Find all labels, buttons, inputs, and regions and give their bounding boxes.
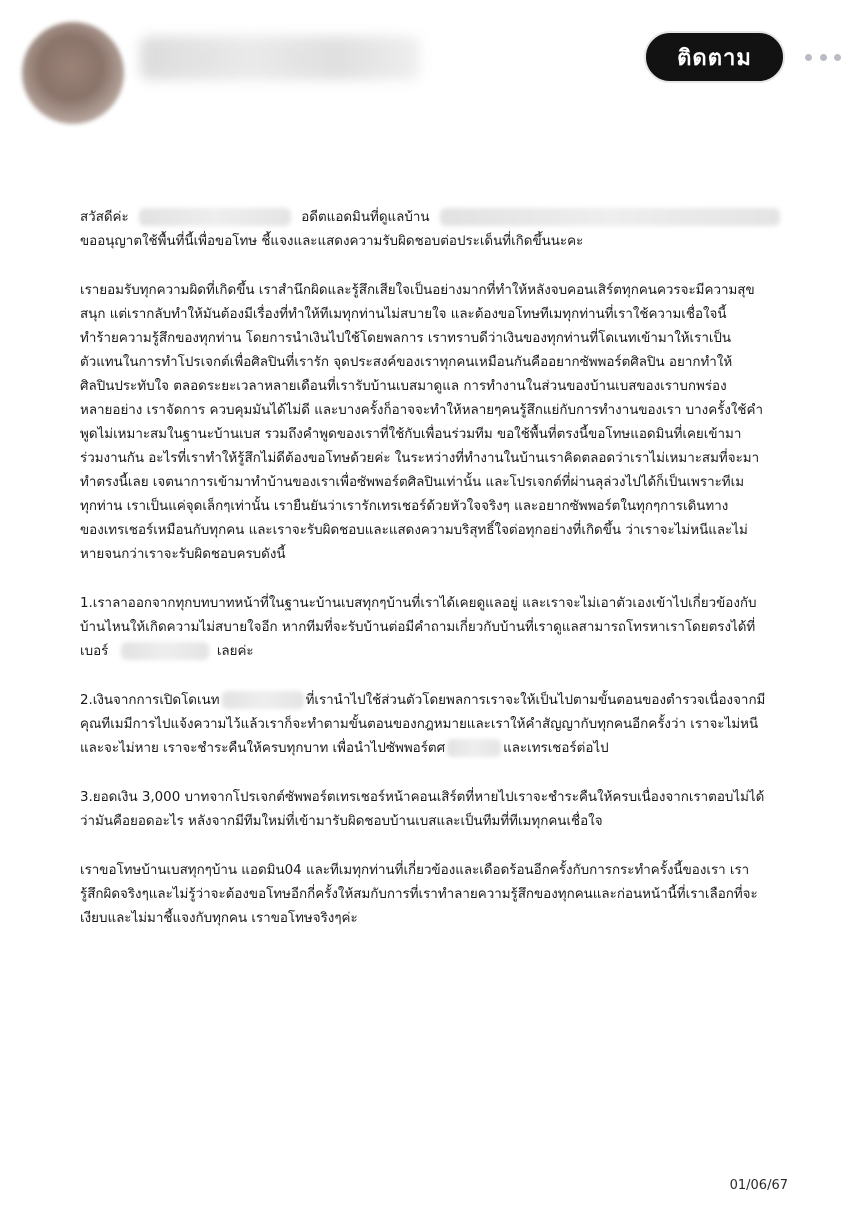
redacted-house-name [440,208,780,226]
paragraph-line: ทุกท่าน เราเป็นแค่จุดเล็กๆเท่านั้น เรายืนยันว่าเรารักเทรเชอร์ด้วยหัวใจจริงๆ และอยากซัพพอร์ตในทุกๆการเดินทาง [80,499,729,514]
more-dots-icon[interactable] [805,42,841,72]
donation-text: 2.เงินจากการเปิดโดเนท [80,693,220,708]
item-3-line: ว่ามันคือยอดอะไร หลังจากมีทีมใหม่ที่เข้ามารับผิดชอบบ้านเบสและเป็นทีมที่ทีเมทุกคนเชื่อใจ [80,814,603,829]
item-2-line [80,737,800,761]
greeting-text: สวัสดีค่ะ [80,210,129,225]
refund-text-2: และเทรเชอร์ต่อไป [503,741,609,756]
item-3-line: 3.ยอดเงิน 3,000 บาทจากโปรเจกต์ซัพพอร์ตเทรเชอร์หน้าคอนเสิร์ตที่หายไปเราจะชำระคืนให้ครบเนื่องจากเราตอบไม่ได้ [80,790,765,805]
redacted-artist-name [447,739,501,757]
closing-line: เราขอโทษบ้านเบสทุกๆบ้าน แอดมิน04 และทีเมทุกท่านที่เกี่ยวข้องและเดือดร้อนอีกครั้งกับการกระทำครั้งนี้ของเรา เรา [80,863,750,878]
item-1-line [80,640,800,664]
paragraph-line: สนุก แต่เรากลับทำให้มันต้องมีเรื่องที่ทำให้ทีเมทุกท่านไม่สบายใจ และต้องขอโทษทีเมทุกท่านที่เราใช้ความเชื่อใจนี้ [80,307,727,322]
item-2-line: คุณทีเมมีการไปแจ้งความไว้แล้วเราก็จะทำตามขั้นตอนของกฎหมายและเราให้คำสัญญากับทุกคนอีกครั้งว่า เราจะไม่หนี [80,717,759,732]
paragraph-apology [80,279,800,567]
dot [820,54,827,61]
dot [805,54,812,61]
profile-avatar[interactable] [22,22,124,124]
paragraph-line: ตัวแทนในการทำโปรเจกต์เพื่อศิลปินที่เรารัก จุดประสงค์ของเราทุกคนเหมือนกันคืออยากซัพพอร์ตศิลปิน อยากทำให้ [80,355,733,370]
refund-text: และจะไม่หาย เราจะชำระคืนให้ครบทุกบาท เพื่อนำไปซัพพอร์ตศ [80,741,446,756]
post-date: 01/06/67 [729,1178,788,1193]
redacted-name [139,208,291,226]
greeting-text-2: อดีตแอดมินที่ดูแลบ้าน [301,210,430,225]
closing-line: เงียบและไม่มาชี้แจงกับทุกคน เราขอโทษจริงๆค่ะ [80,911,358,926]
greeting-line-2: ขออนุญาตใช้พื้นที่นี้เพื่อขอโทษ ชี้แจงและแสดงความรับผิดชอบต่อประเด็นที่เกิดขึ้นนะคะ [80,234,584,249]
apology-letter [80,206,800,931]
closing-line: รู้สึกผิดจริงๆและไม่รู้ว่าจะต้องขอโทษอีกกี่ครั้งให้สมกับการที่เราทำลายความรู้สึกของทุกคนและก่อนหน้านี้ที่เราเลือกที่จะ [80,887,758,902]
paragraph-line: ของเทรเชอร์เหมือนกับทุกคน และเราจะรับผิดชอบและแสดงความบริสุทธิ์ใจต่อทุกอย่างที่เกิดขึ้น ว่าเราจะไม่หนีและไม่ [80,523,748,538]
paragraph-line: ทำร้ายความรู้สึกของทุกท่าน โดยการนำเงินไปใช้โดยพลการ เราทราบดีว่าเงินของทุกท่านที่โดเนทเข้ามาให้เราเป็น [80,331,732,346]
paragraph-line: พูดไม่เหมาะสมในฐานะบ้านเบส รวมถึงคำพูดของเราที่ใช้กับเพื่อนร่วมทีม ขอใช้พื้นที่ตรงนี้ขอโทษแอดมินที่เคยเข้ามา [80,427,742,442]
donation-text-2: ที่เรานำไปใช้ส่วนตัวโดยพลการเราจะให้เป็นไปตามขั้นตอนของตำรวจเนื่องจากมี [305,693,766,708]
paragraph-closing [80,859,800,931]
paragraph-line: หลายอย่าง เราจัดการ ควบคุมมันได้ไม่ดี และบางครั้งก็อาจจะทำให้หลายๆคนรู้สึกแย่กับการทำงานของเรา บางครั้งใช้คำ [80,403,763,418]
greeting-line [80,206,800,230]
paragraph-line: ทำตรงนี้เลย เจตนาการเข้ามาทำบ้านของเราเพื่อซัพพอร์ตศิลปินเท่านั้น และโปรเจกต์ที่ผ่านลุล่วงไปได้ก็เป็นเพราะทีเม [80,475,745,490]
redacted-phone-number [121,642,209,660]
follow-button[interactable]: ติดตาม [644,31,785,83]
paragraph-line: เรายอมรับทุกความผิดที่เกิดขึ้น เราสำนึกผิดและรู้สึกเสียใจเป็นอย่างมากที่ทำให้หลังจบคอนเสิร์ตทุกคนควรจะมีความสุข [80,283,755,298]
redacted-project-name [222,691,304,709]
item-2-line [80,689,800,713]
paragraph-line: ศิลปินประทับใจ ตลอดระยะเวลาหลายเดือนที่เรารับบ้านเบสมาดูแล การทำงานในส่วนของบ้านเบสของเราบกพร่อง [80,379,727,394]
item-1-line: 1.เราลาออกจากทุกบทบาทหน้าที่ในฐานะบ้านเบสทุกๆบ้านที่เราได้เคยดูแลอยู่ และเราจะไม่เอาตัวเองเข้าไปเกี่ยวข้องกับ [80,596,757,611]
phone-suffix: เลยค่ะ [216,644,254,659]
post-header [0,0,854,130]
item-1-line: บ้านไหนให้เกิดความไม่สบายใจอีก หากทีมที่จะรับบ้านต่อมีคำถามเกี่ยวกับบ้านที่เราดูแลสามารถโทรหาเราโดยตรงได้ที่ [80,620,756,635]
dot [834,54,841,61]
phone-label: เบอร์ [80,644,109,659]
paragraph-line: ร่วมงานกัน อะไรที่เราทำให้รู้สึกไม่ดีต้องขอโทษด้วยค่ะ ในระหว่างที่ทำงานในบ้านเราคิดตลอดว่าเราไม่เหมาะสมที่จะมา [80,451,760,466]
paragraph-line: หายจนกว่าเราจะรับผิดชอบครบดังนี้ [80,547,286,562]
blurred-username[interactable] [140,36,420,80]
